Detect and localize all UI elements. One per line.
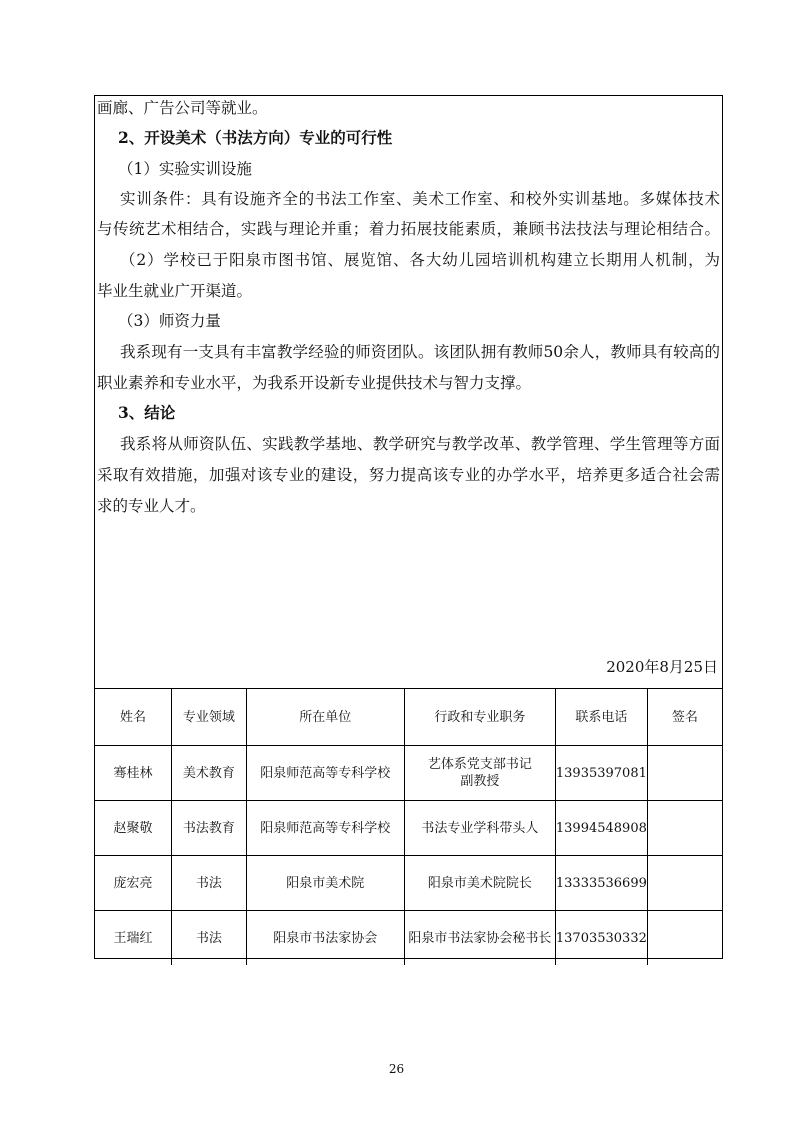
column-header: 签名 bbox=[647, 689, 722, 746]
member-title: 阳泉市书法家协会秘书长 bbox=[404, 911, 555, 966]
document-date: 2020年8月25日 bbox=[606, 658, 718, 676]
member-name: 赵聚敬 bbox=[95, 801, 172, 856]
member-signature[interactable] bbox=[647, 746, 722, 801]
column-header: 所在单位 bbox=[246, 689, 404, 746]
body-line: 采取有效措施，加强对该专业的建设，努力提高该专业的办学水平，培养更多适合社会需 bbox=[97, 466, 720, 484]
column-header: 行政和专业职务 bbox=[404, 689, 555, 746]
body-line: 我系现有一支具有丰富教学经验的师资团队。该团队拥有教师50余人，教师具有较高的 bbox=[120, 343, 720, 361]
member-title-line: 艺体系党支部书记 bbox=[427, 757, 532, 772]
table-row bbox=[95, 856, 722, 911]
column-header: 联系电话 bbox=[555, 689, 647, 746]
column-header: 姓名 bbox=[95, 689, 172, 746]
member-phone: 13935397081 bbox=[555, 746, 647, 801]
subheading: （1）实验实训设施 bbox=[118, 160, 252, 178]
member-unit: 阳泉师范高等专科学校 bbox=[246, 801, 404, 856]
body-line: 职业素养和专业水平，为我系开设新专业提供技术与智力支撑。 bbox=[97, 374, 532, 392]
member-phone: 13333536699 bbox=[555, 856, 647, 911]
body-section bbox=[95, 96, 722, 689]
member-unit: 阳泉师范高等专科学校 bbox=[246, 746, 404, 801]
section-heading: 2、开设美术（书法方向）专业的可行性 bbox=[118, 128, 393, 147]
members-table bbox=[95, 689, 722, 965]
table-row bbox=[95, 746, 722, 801]
document-frame bbox=[94, 95, 723, 959]
section-heading: 3、结论 bbox=[118, 403, 176, 422]
member-title-line: 副教授 bbox=[460, 774, 500, 789]
table-row bbox=[95, 911, 722, 966]
body-line: 我系将从师资队伍、实践教学基地、教学研究与教学改革、教学管理、学生管理等方面 bbox=[120, 435, 720, 453]
member-unit: 阳泉市美术院 bbox=[246, 856, 404, 911]
body-line: 毕业生就业广开渠道。 bbox=[97, 282, 253, 300]
body-line: （2）学校已于阳泉市图书馆、展览馆、各大幼儿园培训机构建立长期用人机制，为 bbox=[120, 251, 720, 269]
member-field: 书法 bbox=[172, 911, 247, 966]
member-signature[interactable] bbox=[647, 856, 722, 911]
member-phone: 13994548908 bbox=[555, 801, 647, 856]
body-line: 与传统艺术相结合，实践与理论并重；着力拓展技能素质，兼顾书法技法与理论相结合。 bbox=[97, 220, 720, 238]
table-row bbox=[95, 801, 722, 856]
page-number: 26 bbox=[388, 1062, 405, 1076]
member-name: 庞宏亮 bbox=[95, 856, 172, 911]
member-unit: 阳泉市书法家协会 bbox=[246, 911, 404, 966]
table-header-row bbox=[95, 689, 722, 746]
column-header: 专业领域 bbox=[172, 689, 247, 746]
body-line: 画廊、广告公司等就业。 bbox=[97, 99, 268, 117]
member-field: 书法教育 bbox=[172, 801, 247, 856]
member-signature[interactable] bbox=[647, 911, 722, 966]
subheading: （3）师资力量 bbox=[118, 312, 221, 330]
body-line: 求的专业人才。 bbox=[97, 497, 206, 515]
body-line: 实训条件：具有设施齐全的书法工作室、美术工作室、和校外实训基地。多媒体技术 bbox=[120, 190, 720, 208]
member-phone: 13703530332 bbox=[555, 911, 647, 966]
member-name: 骞桂林 bbox=[95, 746, 172, 801]
member-field: 美术教育 bbox=[172, 746, 247, 801]
member-name: 王瑞红 bbox=[95, 911, 172, 966]
member-title: 书法专业学科带头人 bbox=[404, 801, 555, 856]
member-signature[interactable] bbox=[647, 801, 722, 856]
member-title bbox=[404, 746, 555, 801]
member-title: 阳泉市美术院院长 bbox=[404, 856, 555, 911]
member-field: 书法 bbox=[172, 856, 247, 911]
